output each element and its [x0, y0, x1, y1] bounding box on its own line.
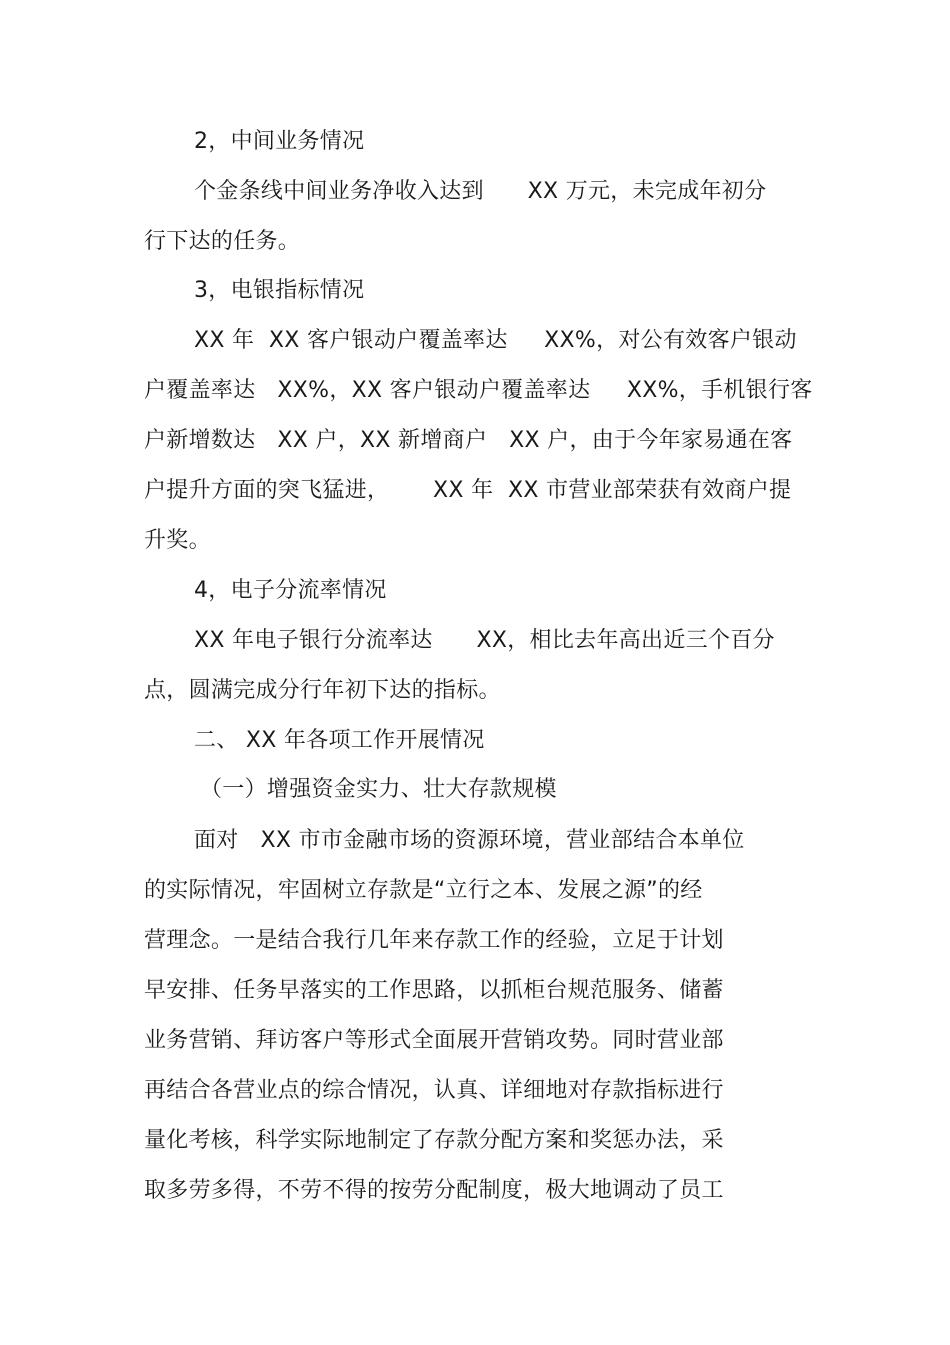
- section-heading-e-diversion-rate: 4，电子分流率情况: [194, 578, 387, 603]
- paragraph-line: 户新增数达 XX 户，XX 新增商户 XX 户，由于今年家易通在客: [144, 428, 793, 453]
- paragraph-line: 行下达的任务。: [144, 229, 301, 254]
- paragraph-line: 早安排、任务早落实的工作思路，以抓柜台规范服务、储蓄: [144, 978, 724, 1003]
- paragraph-line: 户覆盖率达 XX%，XX 客户银动户覆盖率达 XX%，手机银行客: [144, 378, 813, 403]
- paragraph-line: XX 年 XX 客户银动户覆盖率达 XX%，对公有效客户银动: [194, 328, 797, 353]
- section-heading-e-bank-indicators: 3，电银指标情况: [194, 278, 365, 303]
- paragraph-line: XX 年电子银行分流率达 XX，相比去年高出近三个百分: [194, 628, 775, 653]
- paragraph-line: 的实际情况，牢固树立存款是“立行之本、发展之源”的经: [144, 878, 703, 903]
- paragraph-line: 个金条线中间业务净收入达到 XX 万元，未完成年初分: [194, 179, 767, 204]
- paragraph-line: 点，圆满完成分行年初下达的指标。: [144, 678, 501, 703]
- paragraph-line: 户提升方面的突飞猛进， XX 年 XX 市营业部荣获有效商户提: [144, 478, 792, 503]
- paragraph-line: 升奖。: [144, 528, 211, 553]
- section-heading-intermediate-business: 2，中间业务情况: [194, 129, 365, 154]
- paragraph-line: 营理念。一是结合我行几年来存款工作的经验，立足于计划: [144, 928, 724, 953]
- section-heading-work-progress: 二、 XX 年各项工作开展情况: [194, 728, 485, 753]
- paragraph-line: 面对 XX 市市金融市场的资源环境，营业部结合本单位: [194, 828, 745, 853]
- paragraph-line: 业务营销、拜访客户等形式全面展开营销攻势。同时营业部: [144, 1028, 724, 1053]
- subsection-heading-deposit-scale: （一）增强资金实力、壮大存款规模: [200, 777, 557, 802]
- paragraph-line: 再结合各营业点的综合情况，认真、详细地对存款指标进行: [144, 1078, 724, 1103]
- paragraph-line: 取多劳多得，不劳不得的按劳分配制度，极大地调动了员工: [144, 1178, 724, 1203]
- paragraph-line: 量化考核，科学实际地制定了存款分配方案和奖惩办法，采: [144, 1128, 724, 1153]
